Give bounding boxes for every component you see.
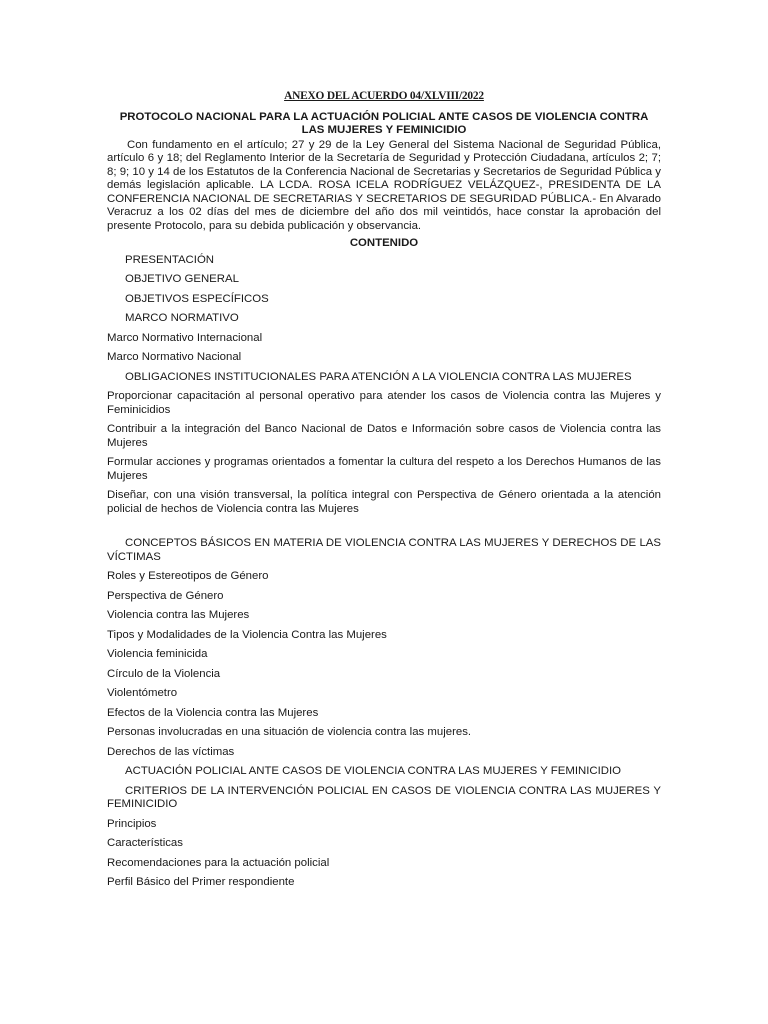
contents-item: Características bbox=[107, 837, 183, 849]
spacer bbox=[107, 522, 661, 537]
contents-item: Formular acciones y programas orientados a fomentar la cultura del respeto a los Derechos Humanos de las Mujeres bbox=[107, 456, 661, 482]
contents-item: OBJETIVOS ESPECÍFICOS bbox=[125, 292, 269, 305]
document-title: PROTOCOLO NACIONAL PARA LA ACTUACIÓN POLICIAL ANTE CASOS DE VIOLENCIA CONTRA LAS MUJERES Y FEMINICIDIO bbox=[119, 110, 649, 136]
contents-item: Contribuir a la integración del Banco Nacional de Datos e Información sobre casos de Violencia contra las Mujeres bbox=[107, 423, 661, 449]
contents-item: ACTUACIÓN POLICIAL ANTE CASOS DE VIOLENCIA CONTRA LAS MUJERES Y FEMINICIDIO bbox=[125, 765, 622, 777]
contents-item: Marco Normativo Nacional bbox=[107, 351, 242, 363]
intro-paragraph: Con fundamento en el artículo; 27 y 29 de la Ley General del Sistema Nacional de Seguridad Pública, artículo 6 y 18; del Reglamento Interior de la Secretaría de Seguridad y Protección Ciudadana, artículos 2; 7; 8; 9; 10 y 14 de los Estatutos de la Conferencia Nacional de Secretarias y Secretarios de Seguridad Pública y demás legislación aplicable. LA LCDA. ROSA ICELA RODRÍGUEZ VELÁZQUEZ-, PRESIDENTA DE LA CONFERENCIA NACIONAL DE SECRETARIAS Y SECRETARIOS DE SEGURIDAD PÚBLICA.- En Alvarado Veracruz a los 02 días del mes de diciembre del año dos mil veintidós, hace constar la aprobación del presente Protocolo, para su debida publicación y observancia. bbox=[107, 138, 661, 232]
contents-item: Perfil Básico del Primer respondiente bbox=[107, 876, 295, 888]
contents-item: MARCO NORMATIVO bbox=[125, 312, 239, 324]
contents-item: OBJETIVO GENERAL bbox=[125, 273, 239, 285]
contents-heading: CONTENIDO bbox=[349, 237, 419, 249]
contents-item: PRESENTACIÓN bbox=[125, 253, 215, 266]
contents-item: Círculo de la Violencia bbox=[107, 667, 221, 680]
contents-item: OBLIGACIONES INSTITUCIONALES PARA ATENCIÓN A LA VIOLENCIA CONTRA LAS MUJERES bbox=[125, 370, 632, 383]
contents-item: Marco Normativo Internacional bbox=[107, 331, 263, 344]
contents-item: Violencia contra las Mujeres bbox=[107, 609, 250, 621]
contents-item: Violentómetro bbox=[107, 687, 178, 699]
annex-title: ANEXO DEL ACUERDO 04/XLVIII/2022 bbox=[284, 90, 484, 102]
contents-item: Principios bbox=[107, 817, 157, 830]
contents-item: CRITERIOS DE LA INTERVENCIÓN POLICIAL EN CASOS DE VIOLENCIA CONTRA LAS MUJERES Y FEMINICIDIO bbox=[107, 784, 661, 810]
contents-item: Derechos de las víctimas bbox=[107, 745, 235, 758]
contents-item: Roles y Estereotipos de Género bbox=[107, 570, 269, 582]
contents-item: Proporcionar capacitación al personal operativo para atender los casos de Violencia contra las Mujeres y Feminicidios bbox=[107, 390, 661, 416]
contents-item: Tipos y Modalidades de la Violencia Contra las Mujeres bbox=[107, 628, 387, 641]
contents-item: Diseñar, con una visión transversal, la política integral con Perspectiva de Género orientada a la atención policial de hechos de Violencia contra las Mujeres bbox=[107, 489, 661, 515]
document-page bbox=[107, 90, 661, 896]
contents-item: Perspectiva de Género bbox=[107, 589, 224, 602]
contents-item: CONCEPTOS BÁSICOS EN MATERIA DE VIOLENCIA CONTRA LAS MUJERES Y DERECHOS DE LAS VÍCTIMAS bbox=[107, 537, 661, 563]
contents-item: Violencia feminicida bbox=[107, 648, 208, 660]
contents-item: Efectos de la Violencia contra las Mujeres bbox=[107, 706, 319, 719]
contents-list bbox=[107, 254, 661, 890]
contents-item: Personas involucradas en una situación de violencia contra las mujeres. bbox=[107, 726, 472, 738]
contents-item: Recomendaciones para la actuación policial bbox=[107, 856, 330, 869]
